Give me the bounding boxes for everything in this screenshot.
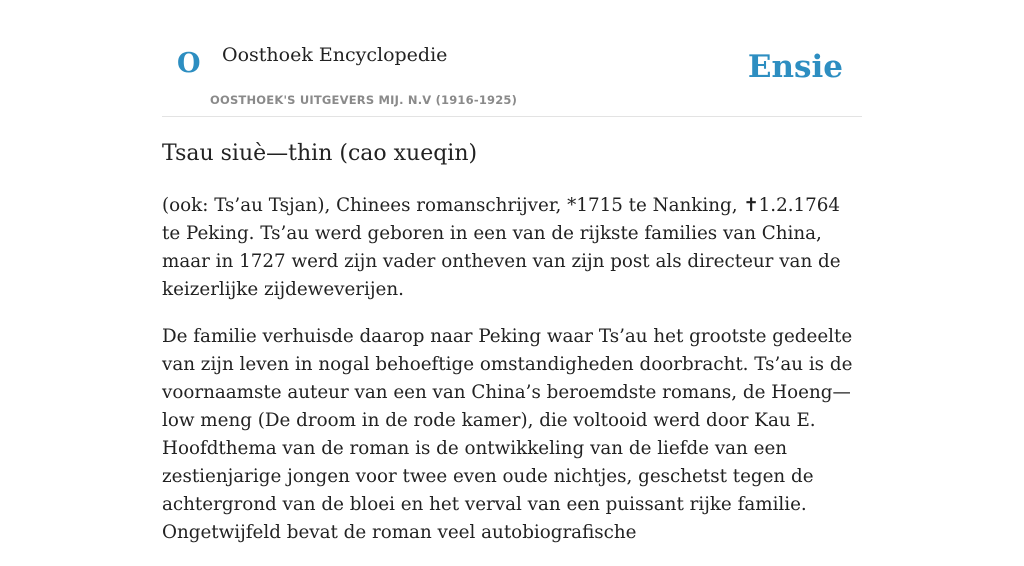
article-title: Tsau siuè—thin (cao xueqin) [162, 141, 478, 166]
site-logo[interactable]: O [177, 48, 201, 79]
site-header [162, 0, 862, 117]
article-paragraph: De familie verhuisde daarop naar Peking waar Ts’au het grootste gedeelte van zijn leven in nogal behoeftige omstandigheden doorbracht. Ts’au is de voornaamste auteur van een van China’s beroemdste romans, de Hoeng—low meng (De droom in de rode kamer), die voltooid werd door Kau E. Hoofdthema van de roman is de ontwikkeling van de liefde van een zestienjarige jongen voor twee even oude nichtjes, geschetst tegen de achtergrond van de bloei en het verval van een puissant rijke familie. Ongetwijfeld bevat de roman veel autobiografische [162, 326, 853, 543]
ensie-brand-link[interactable]: Ensie [747, 49, 843, 85]
publisher-label: OOSTHOEK'S UITGEVERS MIJ. N.V (1916-1925) [210, 93, 518, 107]
article-body [162, 192, 862, 566]
article-paragraph: (ook: Ts’au Tsjan), Chinees romanschrijver, *1715 te Nanking, ✝1.2.1764 te Peking. Ts’au werd geboren in een van de rijkste families van China, maar in 1727 werd zijn vader ontheven van zijn post als directeur van de keizerlijke zijdeweverijen. [162, 195, 841, 300]
site-title[interactable]: Oosthoek Encyclopedie [222, 44, 448, 66]
